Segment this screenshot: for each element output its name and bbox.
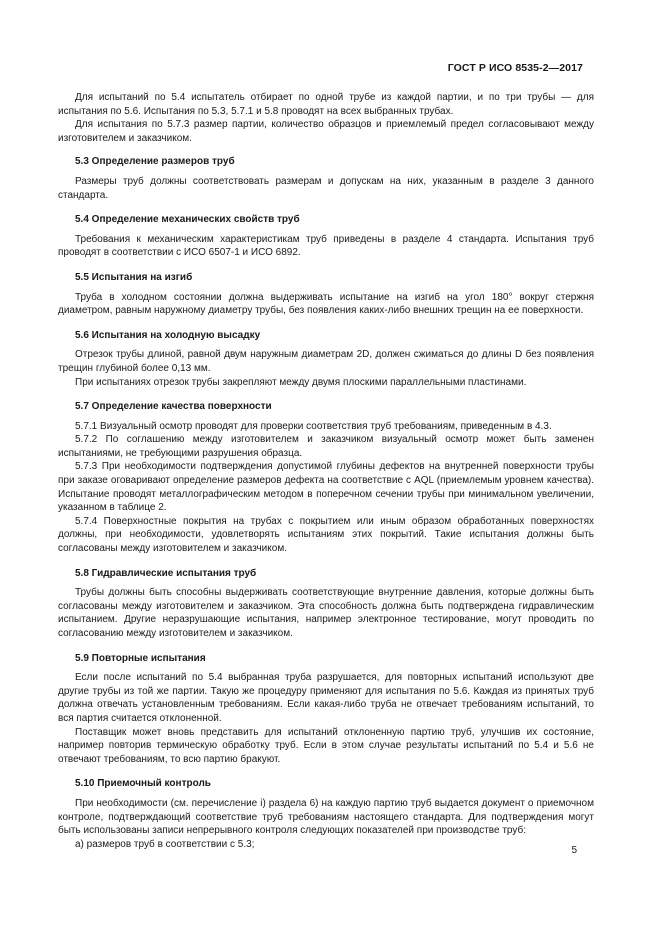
section-heading-5-4: 5.4 Определение механических свойств труб xyxy=(75,214,300,226)
standard-header: ГОСТ Р ИСО 8535-2—2017 xyxy=(447,62,583,74)
section-heading-5-8: 5.8 Гидравлические испытания труб xyxy=(75,567,257,579)
paragraph: Для испытания по 5.7.3 размер партии, количество образцов и приемлемый предел согласовывают между изготовителем и заказчиком. xyxy=(58,119,594,144)
paragraph: Размеры труб должны соответствовать размерам и допускам на них, указанным в разделе 3 данного стандарта. xyxy=(58,175,594,201)
paragraph: Отрезок трубы длиной, равной двум наружным диаметрам 2D, должен сжиматься до длины D без появления трещин глубиной более 0,13 мм. xyxy=(58,349,594,374)
paragraph: 5.7.1 Визуальный осмотр проводят для проверки соответствия труб требованиям, приведенным в 4.3. xyxy=(75,420,552,432)
paragraph: Труба в холодном состоянии должна выдерживать испытание на изгиб на угол 180° вокруг стержня диаметром, равным наружному диаметру трубы, без появления каких-либо внешних трещин на ее поверхности. xyxy=(58,291,594,317)
paragraph: При необходимости (см. перечисление i) раздела 6) на каждую партию труб выдается документ о приемочном контроле, подтверждающий соответствие труб требованиям настоящего стандарта. Для подтверждения могут быть использованы записи непрерывного контроля следующих показателей при производстве труб: xyxy=(58,797,594,837)
page-number: 5 xyxy=(571,845,577,856)
section-heading-5-9: 5.9 Повторные испытания xyxy=(75,652,206,664)
section-heading-5-7: 5.7 Определение качества поверхности xyxy=(75,401,272,413)
section-heading-5-6: 5.6 Испытания на холодную высадку xyxy=(75,329,261,341)
paragraph: Если после испытаний по 5.4 выбранная труба разрушается, для повторных испытаний используют две другие трубы из той же партии. Такую же процедуру применяют для испытания по 5.6. Каждая из принятых труб должна отвечать установленным требованиям. Если какая-либо труба не отвечает требованиям испытаний, то вся партия считается отклоненной. xyxy=(58,672,594,724)
document-body xyxy=(58,91,594,851)
section-heading-5-3: 5.3 Определение размеров труб xyxy=(75,156,235,168)
list-item: a) размеров труб в соответствии с 5.3; xyxy=(75,838,255,850)
paragraph: Для испытаний по 5.4 испытатель отбирает по одной трубе из каждой партии, и по три трубы — для испытания по 5.6. Испытания по 5.3, 5.7.1 и 5.8 проводят на всех выбранных трубах. xyxy=(58,92,594,117)
paragraph: Требования к механическим характеристикам труб приведены в разделе 4 стандарта. Испытания труб проводят в соответствии с ИСО 6507-1 и ИСО 6892. xyxy=(58,233,594,259)
paragraph: Трубы должны быть способны выдерживать соответствующие внутренние давления, которые должны быть согласованы между изготовителем и заказчиком. Эта способность должна быть подтверждена гидравлическим испытанием. Другие неразрушающие испытания, например электронное тестирование, могут проводить по согласованию между изготовителем и заказчиком. xyxy=(58,587,594,639)
paragraph: 5.7.3 При необходимости подтверждения допустимой глубины дефектов на внутренней поверхности трубы при заказе оговаривают определение размеров дефекта на соответствие с AQL (приемлемым уровнем качества). Испытание проводят металлографическим методом в поперечном сечении трубы при минимальном увеличении, указанном в таблице 2. xyxy=(58,461,594,514)
section-heading-5-5: 5.5 Испытания на изгиб xyxy=(75,271,193,283)
paragraph: Поставщик может вновь представить для испытаний отклоненную партию труб, улучшив их состояние, например повторив термическую обработку труб. Если в этом случае результаты испытаний по 5.4 и 5.6 не отвечают требованиям, то всю партию бракуют. xyxy=(58,726,594,765)
section-heading-5-10: 5.10 Приемочный контроль xyxy=(75,778,211,790)
paragraph: 5.7.2 По соглашению между изготовителем и заказчиком визуальный осмотр может быть заменен испытаниями, не требующими разрушения образца. xyxy=(58,434,594,459)
paragraph: 5.7.4 Поверхностные покрытия на трубах с покрытием или иным образом обработанных поверхностях должны, при необходимости, удовлетворять испытаниям этих покрытий. Такие испытания должны быть согласованы между изготовителем и заказчиком. xyxy=(58,515,594,555)
paragraph: При испытаниях отрезок трубы закрепляют между двумя плоскими параллельными пластинами. xyxy=(75,376,527,388)
